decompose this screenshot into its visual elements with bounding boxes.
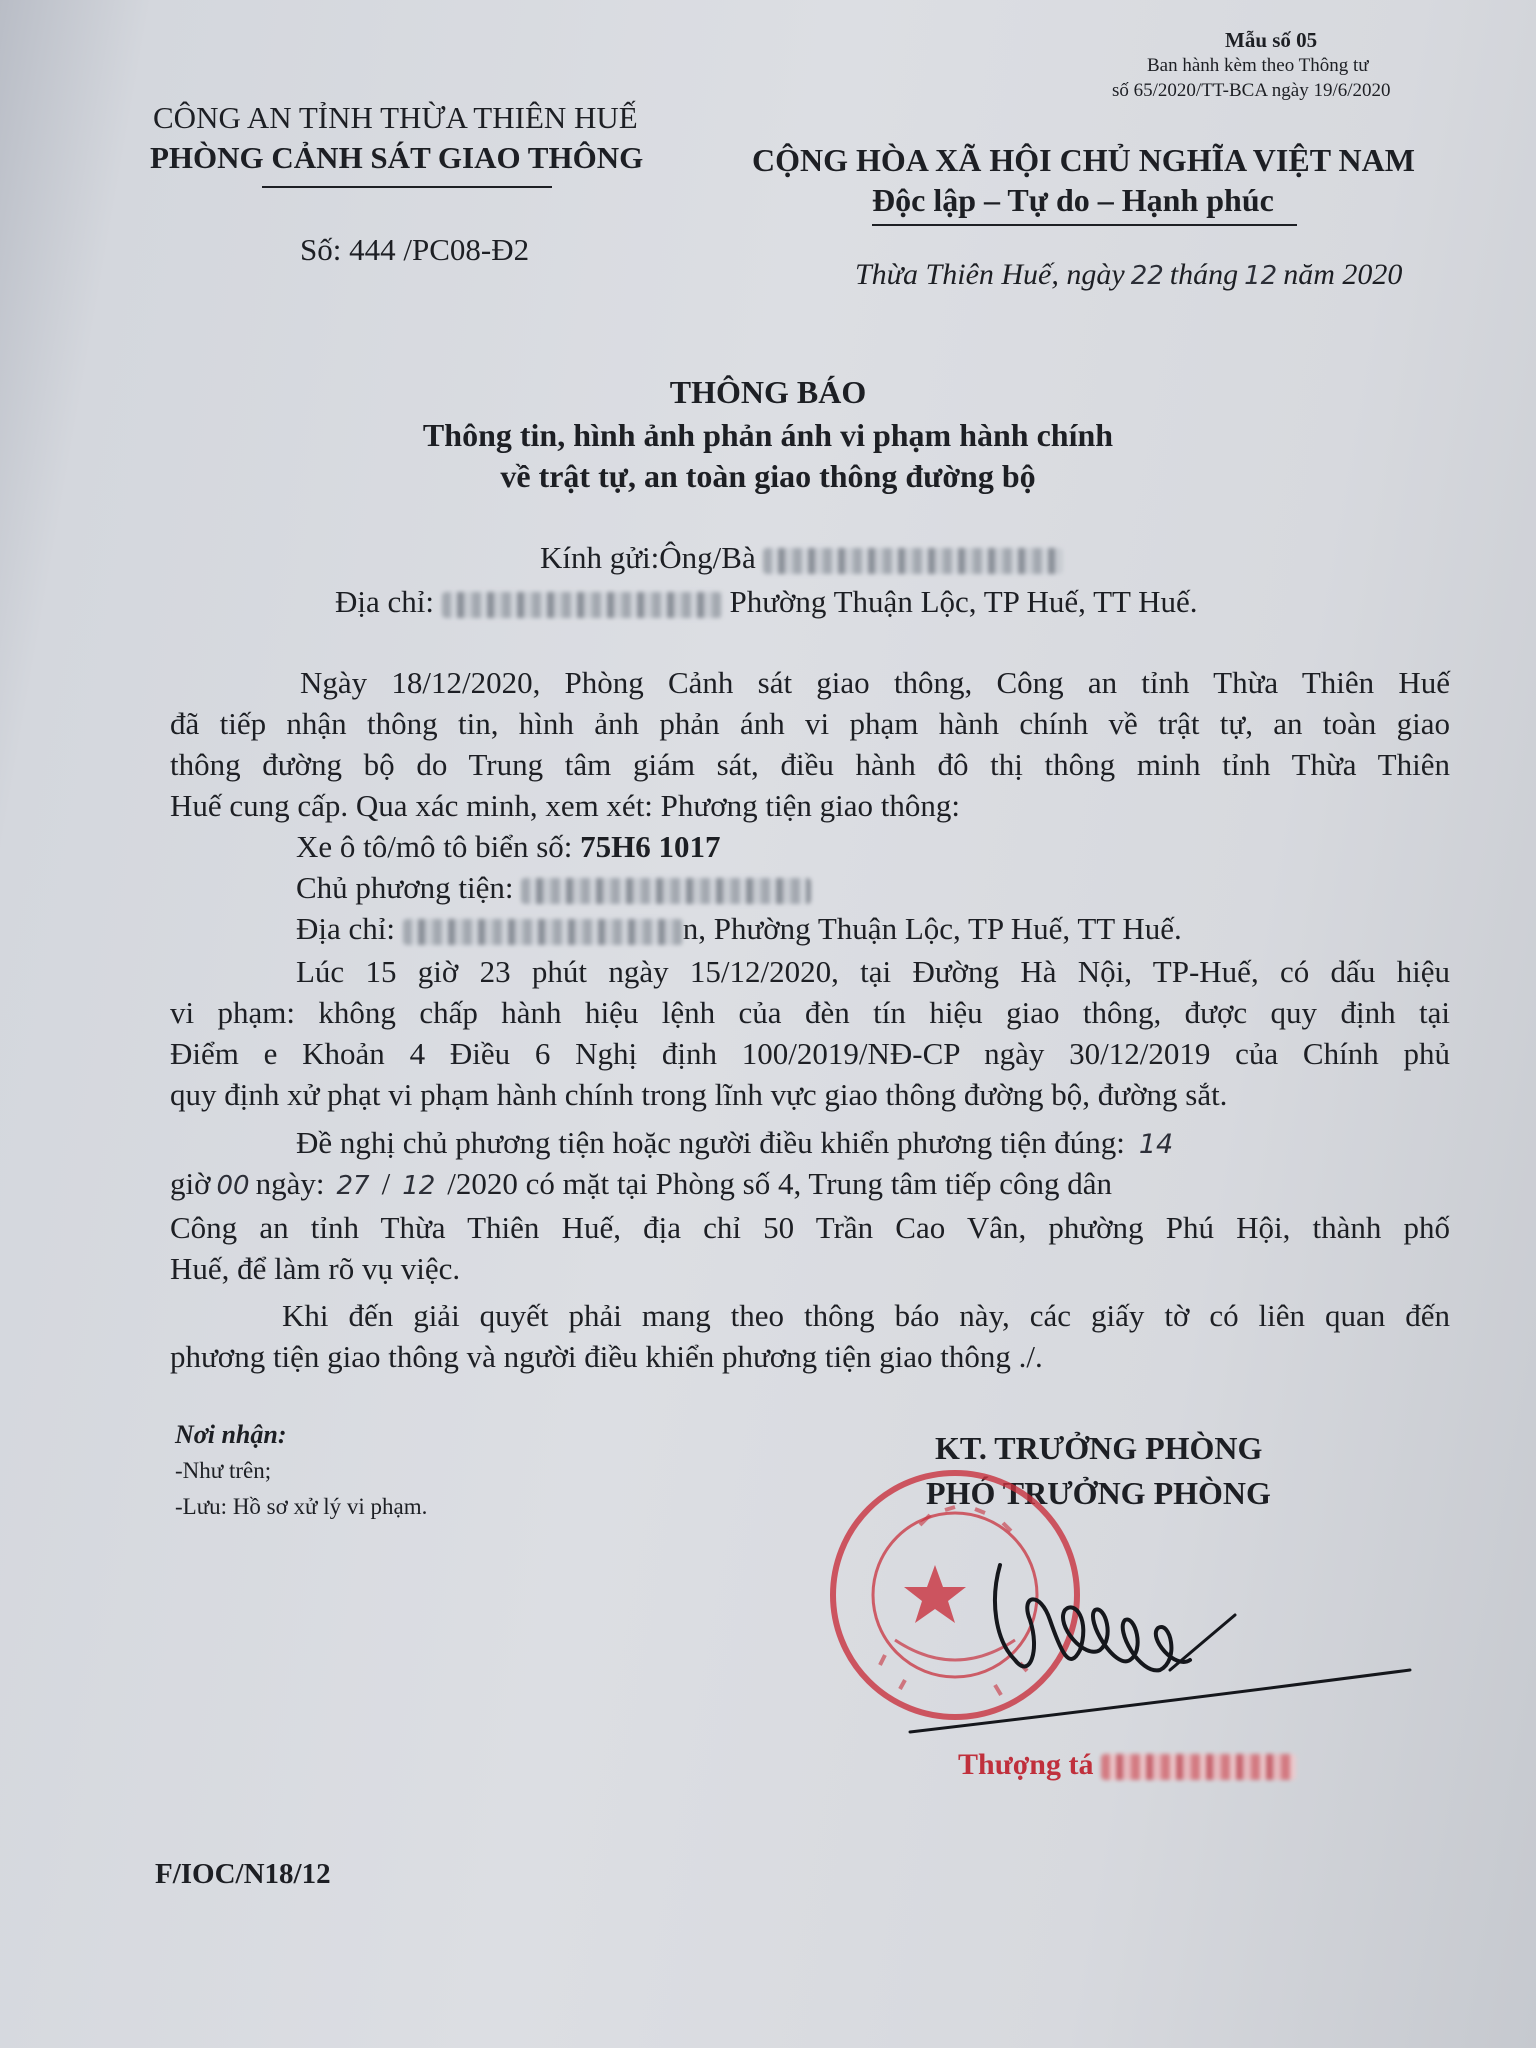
date-day: 22 — [1130, 261, 1164, 291]
date-month-label: tháng — [1169, 258, 1239, 291]
p3-month: 12 — [402, 1171, 436, 1201]
vehicle-plate-line — [296, 829, 721, 865]
body-p4-line2: phương tiện giao thông và người điều khiển phương tiện giao thông ./. — [170, 1339, 1043, 1374]
body-p2-line2: vi phạm: không chấp hành hiệu lệnh của đèn tín hiệu giao thông, được quy định tại — [170, 995, 1450, 1030]
body-p2-line4: quy định xử phạt vi phạm hành chính trong lĩnh vực giao thông đường bộ, đường sắt. — [170, 1077, 1228, 1112]
recipients-label: Nơi nhận: — [175, 1420, 287, 1449]
signer-line — [958, 1748, 1296, 1782]
greeting-label: Kính gửi:Ông/Bà — [540, 540, 756, 575]
signature-icon — [890, 1510, 1430, 1750]
body-p2-line1: Lúc 15 giờ 23 phút ngày 15/12/2020, tại Đường Hà Nội, TP-Huế, có dấu hiệu — [296, 954, 1450, 989]
national-motto: Độc lập – Tự do – Hạnh phúc — [872, 182, 1274, 218]
p3-line2-rest: /2020 có mặt tại Phòng số 4, Trung tâm tiếp công dân — [447, 1166, 1113, 1201]
form-issued-with: Ban hành kèm theo Thông tư — [1147, 55, 1369, 76]
p3-hour: 14 — [1138, 1129, 1174, 1160]
p3-line1-text: Đề nghị chủ phương tiện hoặc người điều khiển phương tiện đúng: — [296, 1125, 1125, 1160]
national-title: CỘNG HÒA XÃ HỘI CHỦ NGHĨA VIỆT NAM — [752, 142, 1415, 178]
redacted-name — [763, 548, 1063, 574]
signature-title-1: KT. TRƯỞNG PHÒNG — [935, 1430, 1263, 1466]
date-month: 12 — [1244, 261, 1278, 291]
redacted-address — [442, 592, 722, 618]
vehicle-owner-line — [296, 870, 811, 906]
body-p1-line1: Ngày 18/12/2020, Phòng Cảnh sát giao thông, Công an tỉnh Thừa Thiên Huế — [300, 665, 1450, 700]
body-p3-line1 — [296, 1125, 1173, 1161]
body-p2-line3: Điểm e Khoản 4 Điều 6 Nghị định 100/2019/NĐ-CP ngày 30/12/2019 của Chính phủ — [170, 1036, 1450, 1071]
signature-title-2: PHÓ TRƯỞNG PHÒNG — [926, 1475, 1271, 1511]
recipients-item-1: -Như trên; — [175, 1458, 272, 1483]
owner-address-label: Địa chỉ: — [296, 911, 395, 946]
body-p3-line2: giờ 00 ngày: 27 / 12 /2020 có mặt tại Phòng số 4, Trung tâm tiếp công dân — [170, 1166, 1113, 1201]
notice-title: THÔNG BÁO — [669, 374, 867, 410]
date-prefix: Thừa Thiên Huế, ngày — [855, 258, 1125, 291]
p3-hour-label: giờ — [170, 1166, 211, 1201]
owner-label: Chủ phương tiện: — [296, 870, 514, 905]
notice-subtitle-2: về trật tự, an toàn giao thông đường bộ — [500, 458, 1036, 494]
plate-number: 75H6 1017 — [580, 829, 721, 864]
redacted-owner — [521, 878, 811, 904]
agency-parent: CÔNG AN TỈNH THỪA THIÊN HUẾ — [153, 100, 638, 135]
recipients-item-2: -Lưu: Hồ sơ xử lý vi phạm. — [175, 1494, 428, 1519]
footer-code: F/IOC/N18/12 — [155, 1858, 331, 1890]
signer-rank: Thượng tá — [958, 1748, 1094, 1781]
address-label: Địa chỉ: — [335, 584, 434, 619]
redacted-signer-name — [1101, 1754, 1296, 1780]
form-number: Mẫu số 05 — [1225, 28, 1318, 52]
body-p1-line4: Huế cung cấp. Qua xác minh, xem xét: Phương tiện giao thông: — [170, 788, 960, 823]
motto-underline — [872, 224, 1297, 226]
redacted-owner-address — [403, 919, 683, 945]
address-rest: Phường Thuận Lộc, TP Huế, TT Huế. — [729, 584, 1198, 619]
p3-date-label: ngày: — [255, 1166, 325, 1201]
p3-minute: 00 — [216, 1171, 250, 1201]
recipient-greeting — [540, 540, 1063, 576]
body-p1-line3: thông đường bộ do Trung tâm giám sát, điều hành đô thị thông minh tỉnh Thừa Thiên — [170, 747, 1450, 782]
p3-day: 27 — [336, 1171, 370, 1201]
document-date — [855, 258, 1402, 292]
recipient-address — [335, 584, 1198, 620]
vehicle-owner-address — [296, 911, 1182, 947]
agency-name: PHÒNG CẢNH SÁT GIAO THÔNG — [150, 140, 644, 175]
plate-label: Xe ô tô/mô tô biển số: — [296, 829, 573, 864]
body-p4-line1: Khi đến giải quyết phải mang theo thông báo này, các giấy tờ có liên quan đến — [282, 1298, 1450, 1333]
notice-subtitle-1: Thông tin, hình ảnh phản ánh vi phạm hành chính — [422, 417, 1114, 453]
date-year: năm 2020 — [1283, 258, 1403, 291]
owner-address-rest: n, Phường Thuận Lộc, TP Huế, TT Huế. — [682, 911, 1182, 946]
body-p3-line4: Huế, để làm rõ vụ việc. — [170, 1251, 461, 1286]
agency-underline — [262, 186, 552, 188]
form-circular: số 65/2020/TT-BCA ngày 19/6/2020 — [1112, 80, 1391, 101]
body-p1-line2: đã tiếp nhận thông tin, hình ảnh phản ánh vi phạm hành chính về trật tự, an toàn giao — [170, 706, 1450, 741]
body-p3-line3: Công an tỉnh Thừa Thiên Huế, địa chỉ 50 Trần Cao Vân, phường Phú Hội, thành phố — [170, 1210, 1450, 1245]
document-number: Số: 444 /PC08-Đ2 — [300, 232, 530, 267]
